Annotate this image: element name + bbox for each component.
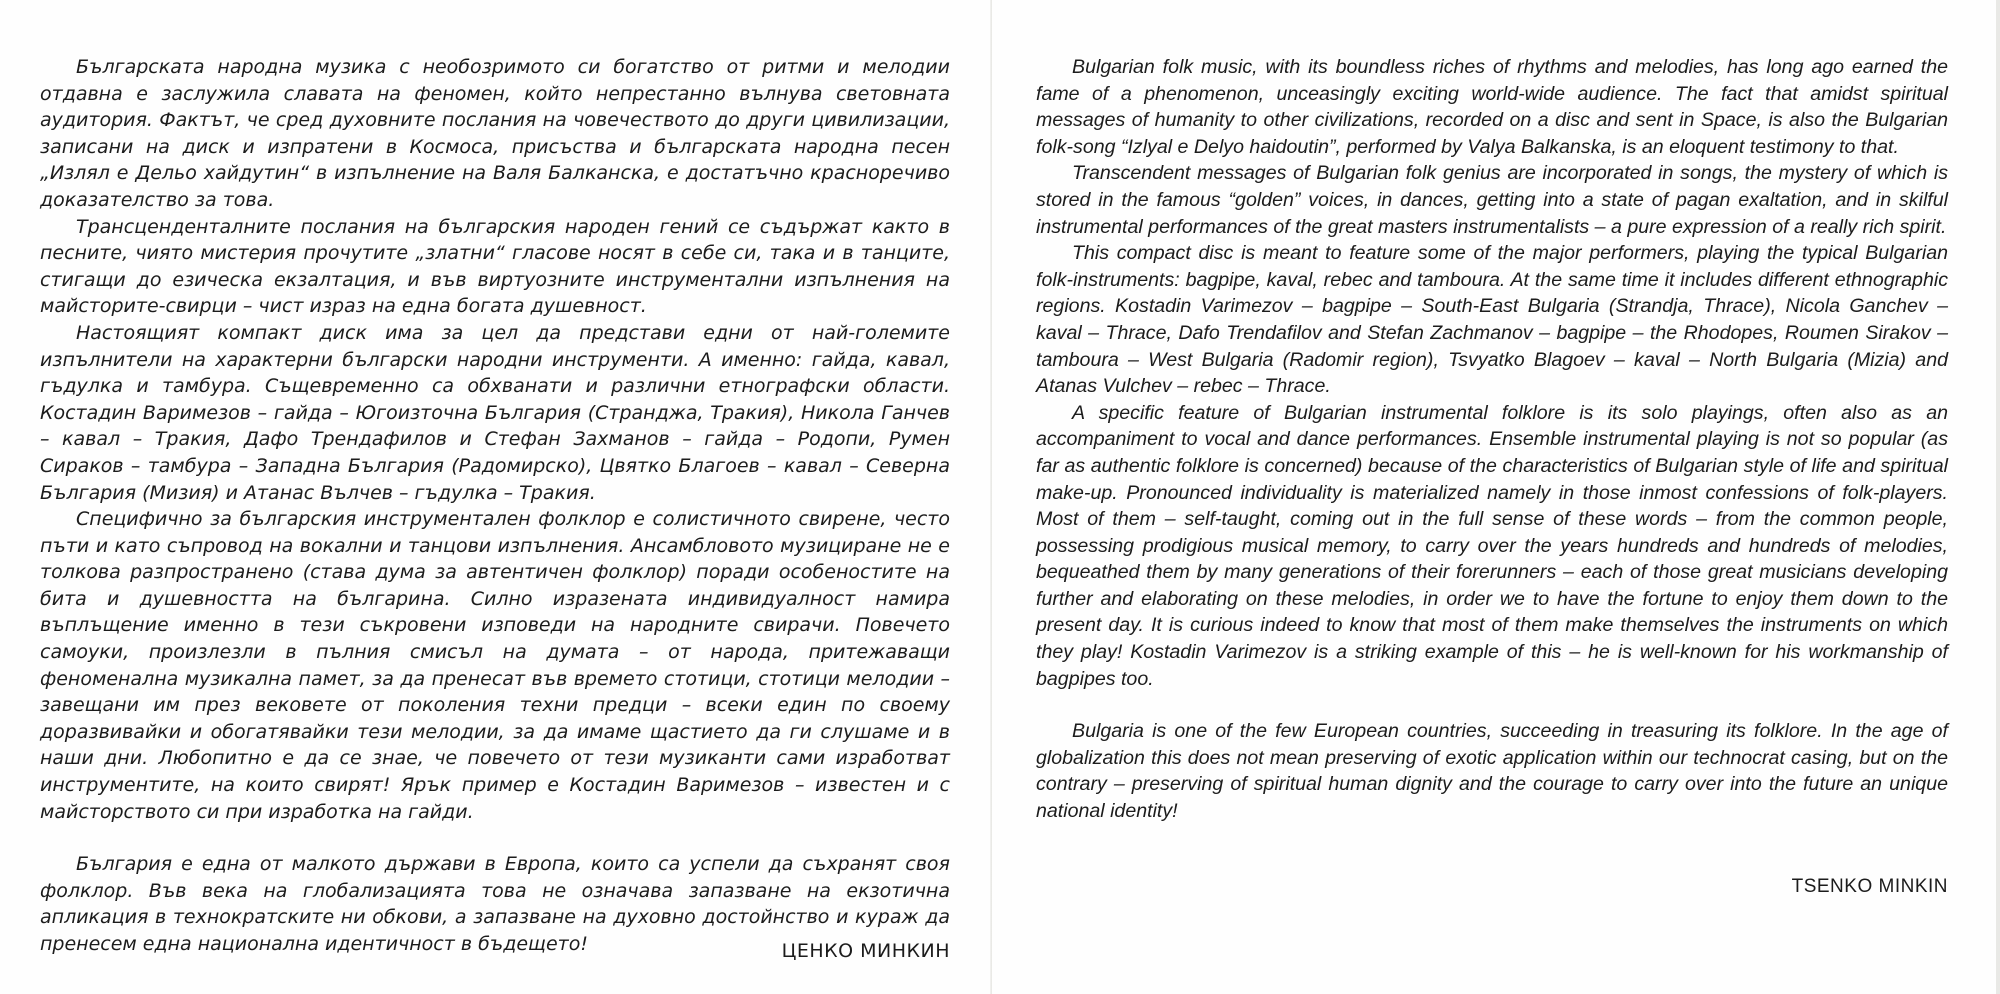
bg-paragraph-solo-playing: Специфично за българския инструментален фолклор е солистичното свирене, често пъти и като съпровод на вокални и танцови изпълнения. Ансамбловото музициране не е толкова разпространено (става дума за автентичен фолклор) поради особеностите на бита и душевността на българина. Силно изразената индивидуалност намира въплъщение именно в тези съкровени изповеди на народните свирачи. Повечето самоуки, произлезли в пълния смисъл на думата – от народа, притежаващи феноменална музикална памет, за да пренесат във времето стотици, стотици мелодии – завещани им през вековете от поколения техни предци – всеки един по своему доразвивайки и обогатявайки тези мелодии, за да имаме щастието да ги слушаме и в наши дни. Любопитно е да се знае, че повечето от тези музиканти сами изработват инструментите, на които свирят! Ярък пример е Костадин Варимезов – известен и с майсторството си при изработка на гайди. [40, 508, 950, 823]
en-paragraph-solo-playing: A specific feature of Bulgarian instrumental folklore is its solo playings, often also as an accompaniment to vocal and dance performances. Ensemble instrumental playing is not so popular (as far as authentic folklore is concerned) because of the characteristics of Bulgarian style of life and spiritual make-up. Pronounced individuality is materialized namely in those inmost confessions of folk-players. Most of them – self-taught, coming out in the full sense of these words – from the common people, possessing prodigious musical memory, to carry over the years hundreds and hundreds of melodies, bequeathed them by many generations of their forerunners – each of those great musicians developing further and elaborating on these melodies, in order we to have the fortune to enjoy them down to the present day. It is curious indeed to know that most of them make themselves the instruments on which they play! Kostadin Varimezov is a striking example of this – he is well-known for his workmanship of bagpipes too. [1036, 401, 1948, 690]
bg-paragraph-intro: Българската народна музика с необозримото си богатство от ритми и мелодии отдавна е заслужила славата на феномен, който непрестанно вълнува световната аудитория. Фактът, че сред духовните послания на човечеството до други цивилизации, записани на диск и изпратени в Космоса, присъства и българската народна песен „Излял е Дельо хайдутин“ в изпълнение на Валя Балканска, е достатъчно красноречиво доказателство за това. [40, 56, 950, 211]
bg-paragraph-compact-disc: Настоящият компакт диск има за цел да представи едни от най-големите изпълнители на характерни български народни инструменти. А именно: гайда, кавал, гъдулка и тамбура. Същевременно са обхванати и различни етнографски области. Костадин Варимезов – гайда – Югоизточна България (Странджа, Тракия), Никола Ганчев – кавал – Тракия, Дафо Трендафилов и Стефан Захманов – гайда – Родопи, Румен Сираков – тамбура – Западна България (Радомирско), Цвятко Благоев – кавал – Северна България (Мизия) и Атанас Вълчев – гъдулка – Тракия. [40, 321, 950, 504]
english-text-column [1036, 54, 1948, 825]
en-author-signature: TSENKO MINKIN [1791, 876, 1948, 897]
bg-author-signature: ЦЕНКО МИНКИН [781, 940, 950, 962]
en-paragraph-intro: Bulgarian folk music, with its boundless riches of rhythms and melodies, has long ago earned the fame of a phenomenon, unceasingly exciting world-wide audience. The fact that amidst spiritual messages of humanity to other civilizations, recorded on a disc and sent in Space, is also the Bulgarian folk-song “Izlyal e Delyo haidoutin”, performed by Valya Balkanska, is an eloquent testimony to that. [1036, 56, 1948, 158]
en-paragraph-transcendent: Transcendent messages of Bulgarian folk genius are incorporated in songs, the mystery of which is stored in the famous “golden” voices, in dances, getting into a state of pagan exaltation, and in skilful instrumental performances of the great masters instrumentalists – a pure expression of a really rich spirit. [1036, 162, 1948, 238]
en-paragraph-conclusion: Bulgaria is one of the few European countries, succeeding in treasuring its folklore. In the age of globalization this does not mean preserving of exotic application within our technocrat casing, but on the contrary – preserving of spiritual human dignity and the courage to carry over into the future an unique national identity! [1036, 720, 1948, 823]
bulgarian-text-column [40, 54, 950, 958]
bg-paragraph-transcendent: Трансценденталните послания на българския народен гений се съдържат както в песните, чиято мистерия прочутите „златни“ гласове носят в себе си, така и в танците, стигащи до езическа екзалтация, и във виртуозните инструментални изпълнения на майсторите-свирци – чист израз на една богата душевност. [40, 215, 950, 318]
right-edge-shadow [1996, 0, 2000, 994]
en-paragraph-compact-disc: This compact disc is meant to feature some of the major performers, playing the typical Bulgarian folk-instruments: bagpipe, kaval, rebec and tamboura. At the same time it includes different ethnographic regions. Kostadin Varimezov – bagpipe – South-East Bulgaria (Strandja, Thrace), Nicola Ganchev – kaval – Thrace, Dafo Trendafilov and Stefan Zachmanov – bagpipe – the Rhodopes, Roumen Sirakov – tamboura – West Bulgaria (Radomir region), Tsvyatko Blagoev – kaval – North Bulgaria (Mizia) and Atanas Vulchev – rebec – Thrace. [1036, 242, 1948, 398]
bg-paragraph-conclusion: България е една от малкото държави в Европа, които са успели да съхранят своя фолклор. Във века на глобализацията това не означава запазване на екзотична апликация в технократските ни обкови, а запазване на духовно достойнство и кураж да пренесем една национална идентичност в бъдещето! [40, 853, 950, 955]
left-page-bulgarian [0, 0, 992, 994]
